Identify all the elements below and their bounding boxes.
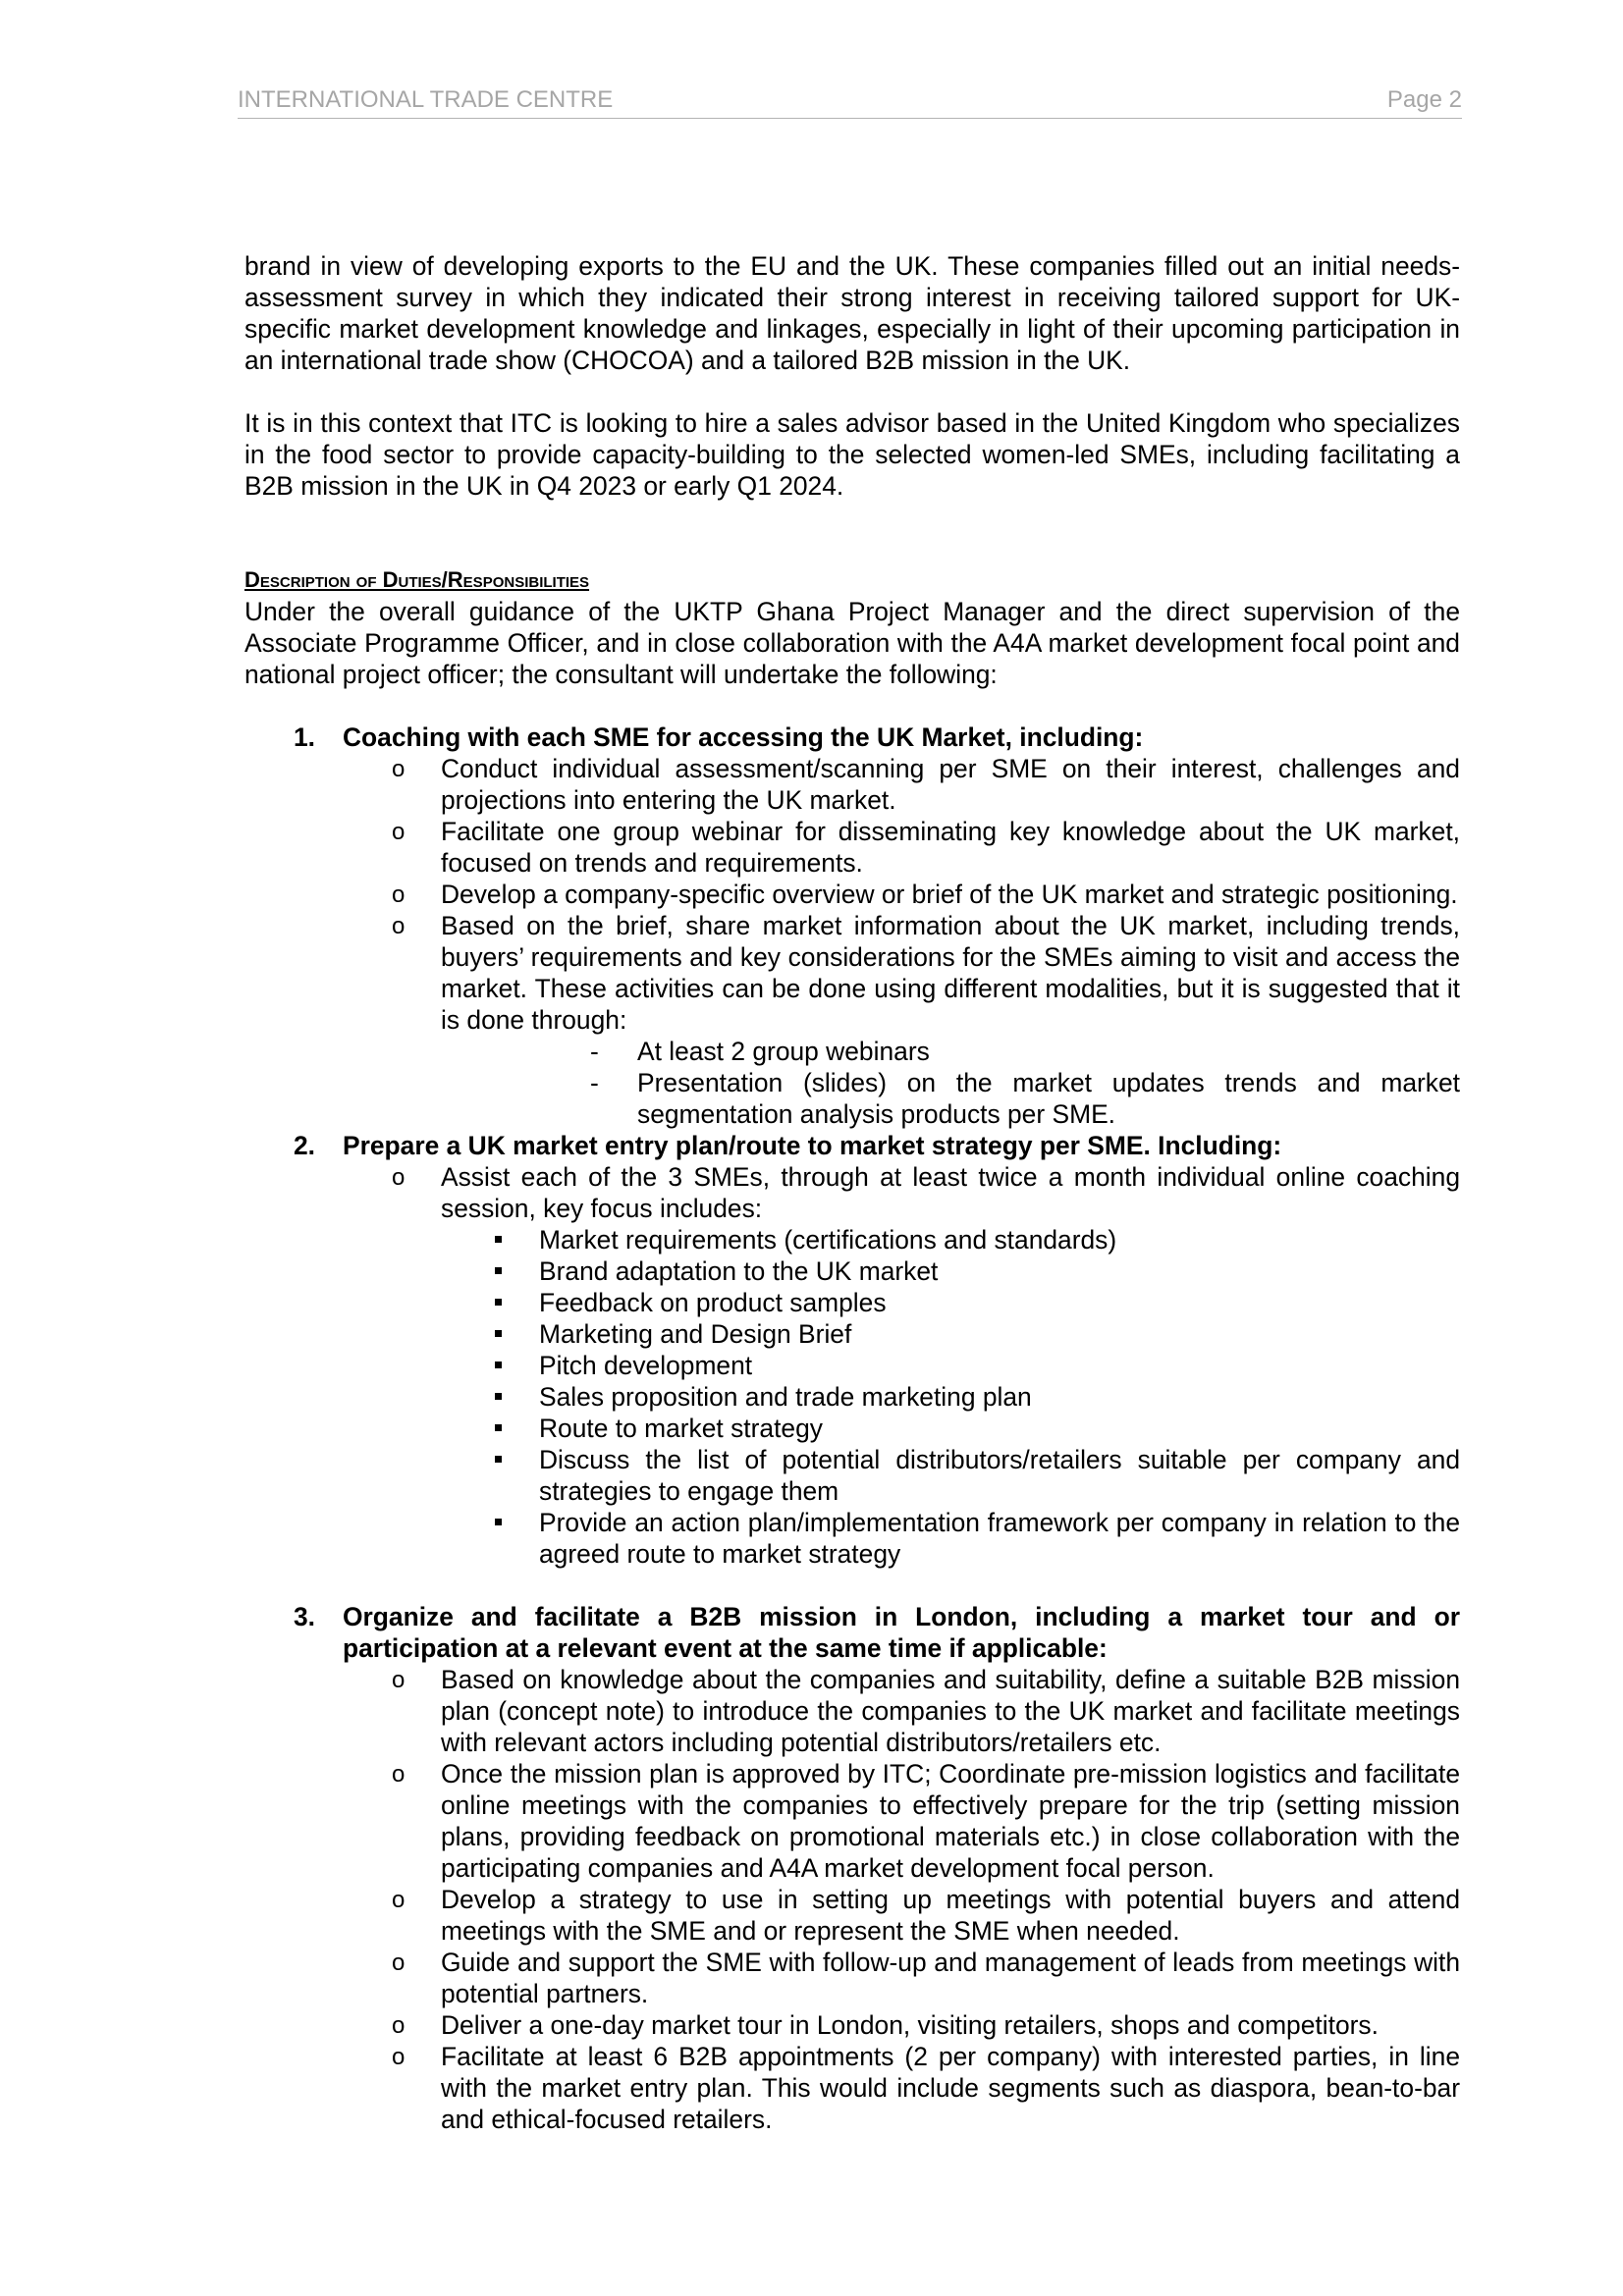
- square-bullet-icon: [495, 1236, 502, 1243]
- list-item-text: Develop a company-specific overview or brief of the UK market and strategic positioning.: [441, 880, 1458, 909]
- header-organization: INTERNATIONAL TRADE CENTRE: [238, 86, 614, 113]
- square-bullet-icon: [495, 1456, 502, 1463]
- list-item: [244, 1413, 1460, 1444]
- list-item-text: Brand adaptation to the UK market: [539, 1256, 939, 1286]
- duty-item-2: [244, 1130, 1460, 1161]
- square-bullet-icon: [495, 1424, 502, 1431]
- list-item-text: Sales proposition and trade marketing plan: [539, 1382, 1032, 1412]
- list-item: [244, 1507, 1460, 1570]
- page-body: [244, 250, 1460, 2135]
- list-item-text: Once the mission plan is approved by ITC; Coordinate pre-mission logistics and facilitate online meetings with the companies to effectively prepare for the trip (setting mission plans, providing feedback on promotional materials etc.) in close collaboration with the participating companies and A4A market development focal person.: [441, 1759, 1460, 1883]
- list-item: [244, 1664, 1460, 1758]
- list-item: [244, 2009, 1460, 2041]
- list-item: [244, 1161, 1460, 1224]
- list-item-text: Facilitate one group webinar for disseminating key knowledge about the UK market, focused on trends and requirements.: [441, 817, 1460, 878]
- list-item-text: Guide and support the SME with follow-up and management of leads from meetings with potential partners.: [441, 1948, 1460, 2008]
- list-item: [244, 1947, 1460, 2009]
- intro-paragraph-2: It is in this context that ITC is looking to hire a sales advisor based in the United Kingdom who specializes in the food sector to provide capacity-building to the selected women-led SMEs, including facilitating a B2B mission in the UK in Q4 2023 or early Q1 2024.: [244, 408, 1460, 501]
- list-item-text: Facilitate at least 6 B2B appointments (2 per company) with interested parties, in line with the market entry plan. This would include segments such as diaspora, bean-to-bar and ethical-focused retailers.: [441, 2042, 1460, 2134]
- square-bullet-icon: [495, 1267, 502, 1274]
- list-item-text: Based on the brief, share market information about the UK market, including trends, buyers’ requirements and key considerations for the SMEs aiming to visit and access the market. These activities can be done using different modalities, but it is suggested that it is done through:: [441, 911, 1460, 1035]
- list-item-text: Route to market strategy: [539, 1414, 823, 1443]
- list-item-text: At least 2 group webinars: [637, 1037, 930, 1066]
- list-item-text: Assist each of the 3 SMEs, through at least twice a month individual online coaching session, key focus includes:: [441, 1162, 1460, 1223]
- square-bullet-icon: [495, 1362, 502, 1368]
- list-item: [244, 1287, 1460, 1318]
- list-item: [244, 753, 1460, 816]
- list-item-text: Marketing and Design Brief: [539, 1319, 852, 1349]
- dash-bullet-icon: -: [590, 1068, 599, 1097]
- list-item-text: Pitch development: [539, 1351, 753, 1380]
- list-item: [244, 1255, 1460, 1287]
- circle-bullet-icon: o: [392, 1667, 406, 1693]
- list-item-text: Conduct individual assessment/scanning per SME on their interest, challenges and projections into entering the UK market.: [441, 754, 1460, 815]
- list-item-text: Provide an action plan/implementation framework per company in relation to the agreed route to market strategy: [539, 1508, 1460, 1569]
- list-item-text: Develop a strategy to use in setting up meetings with potential buyers and attend meetings with the SME and or represent the SME when needed.: [441, 1885, 1460, 1946]
- square-bullet-icon: [495, 1299, 502, 1306]
- list-item: [244, 1444, 1460, 1507]
- circle-bullet-icon: o: [392, 1949, 406, 1976]
- list-item-text: Presentation (slides) on the market updates trends and market segmentation analysis products per SME.: [637, 1068, 1460, 1129]
- duty-number: 1.: [294, 722, 316, 752]
- duty-number: 3.: [294, 1602, 316, 1631]
- circle-bullet-icon: o: [392, 913, 406, 939]
- circle-bullet-icon: o: [392, 2012, 406, 2039]
- list-item: [244, 879, 1460, 910]
- duty-item-1: [244, 721, 1460, 753]
- list-item-text: Market requirements (certifications and standards): [539, 1225, 1117, 1255]
- list-item: [244, 1224, 1460, 1255]
- list-item-text: Based on knowledge about the companies and suitability, define a suitable B2B mission plan (concept note) to introduce the companies to the UK market and facilitate meetings with relevant actors including potential distributors/retailers etc.: [441, 1665, 1460, 1757]
- circle-bullet-icon: o: [392, 1761, 406, 1788]
- section-intro: Under the overall guidance of the UKTP Ghana Project Manager and the direct supervision of the Associate Programme Officer, and in close collaboration with the A4A market development focal point and national project officer; the consultant will undertake the following:: [244, 597, 1460, 689]
- square-bullet-icon: [495, 1519, 502, 1525]
- list-item: [244, 1758, 1460, 1884]
- header-page-number: Page 2: [1386, 86, 1462, 113]
- list-item: [244, 1381, 1460, 1413]
- list-item: [244, 1350, 1460, 1381]
- duty-title: Coaching with each SME for accessing the UK Market, including:: [343, 722, 1144, 752]
- circle-bullet-icon: o: [392, 881, 406, 908]
- circle-bullet-icon: o: [392, 1164, 406, 1191]
- list-item-text: Deliver a one-day market tour in London, visiting retailers, shops and competitors.: [441, 2010, 1379, 2040]
- duty-item-3: [244, 1601, 1460, 1664]
- list-item: [244, 2041, 1460, 2135]
- page-header: [238, 86, 1462, 119]
- list-item: [244, 910, 1460, 1036]
- list-item: [244, 816, 1460, 879]
- circle-bullet-icon: o: [392, 2044, 406, 2070]
- list-item: [244, 1036, 1460, 1067]
- list-item: [244, 1318, 1460, 1350]
- list-item-text: Feedback on product samples: [539, 1288, 887, 1317]
- square-bullet-icon: [495, 1330, 502, 1337]
- section-title: Description of Duties/Responsibilities: [244, 567, 590, 592]
- list-item-text: Discuss the list of potential distributors/retailers suitable per company and strategies to engage them: [539, 1445, 1460, 1506]
- square-bullet-icon: [495, 1393, 502, 1400]
- intro-paragraph-1: brand in view of developing exports to the EU and the UK. These companies filled out an initial needs-assessment survey in which they indicated their strong interest in receiving tailored support for UK-specific market development knowledge and linkages, especially in light of their upcoming participation in an international trade show (CHOCOA) and a tailored B2B mission in the UK.: [244, 251, 1460, 375]
- circle-bullet-icon: o: [392, 756, 406, 782]
- dash-bullet-icon: -: [590, 1037, 599, 1066]
- circle-bullet-icon: o: [392, 819, 406, 845]
- duty-number: 2.: [294, 1131, 316, 1160]
- duty-title: Organize and facilitate a B2B mission in London, including a market tour and or participation at a relevant event at the same time if applicable:: [343, 1602, 1460, 1663]
- duty-title: Prepare a UK market entry plan/route to market strategy per SME. Including:: [343, 1131, 1282, 1160]
- list-item: [244, 1067, 1460, 1130]
- circle-bullet-icon: o: [392, 1887, 406, 1913]
- list-item: [244, 1884, 1460, 1947]
